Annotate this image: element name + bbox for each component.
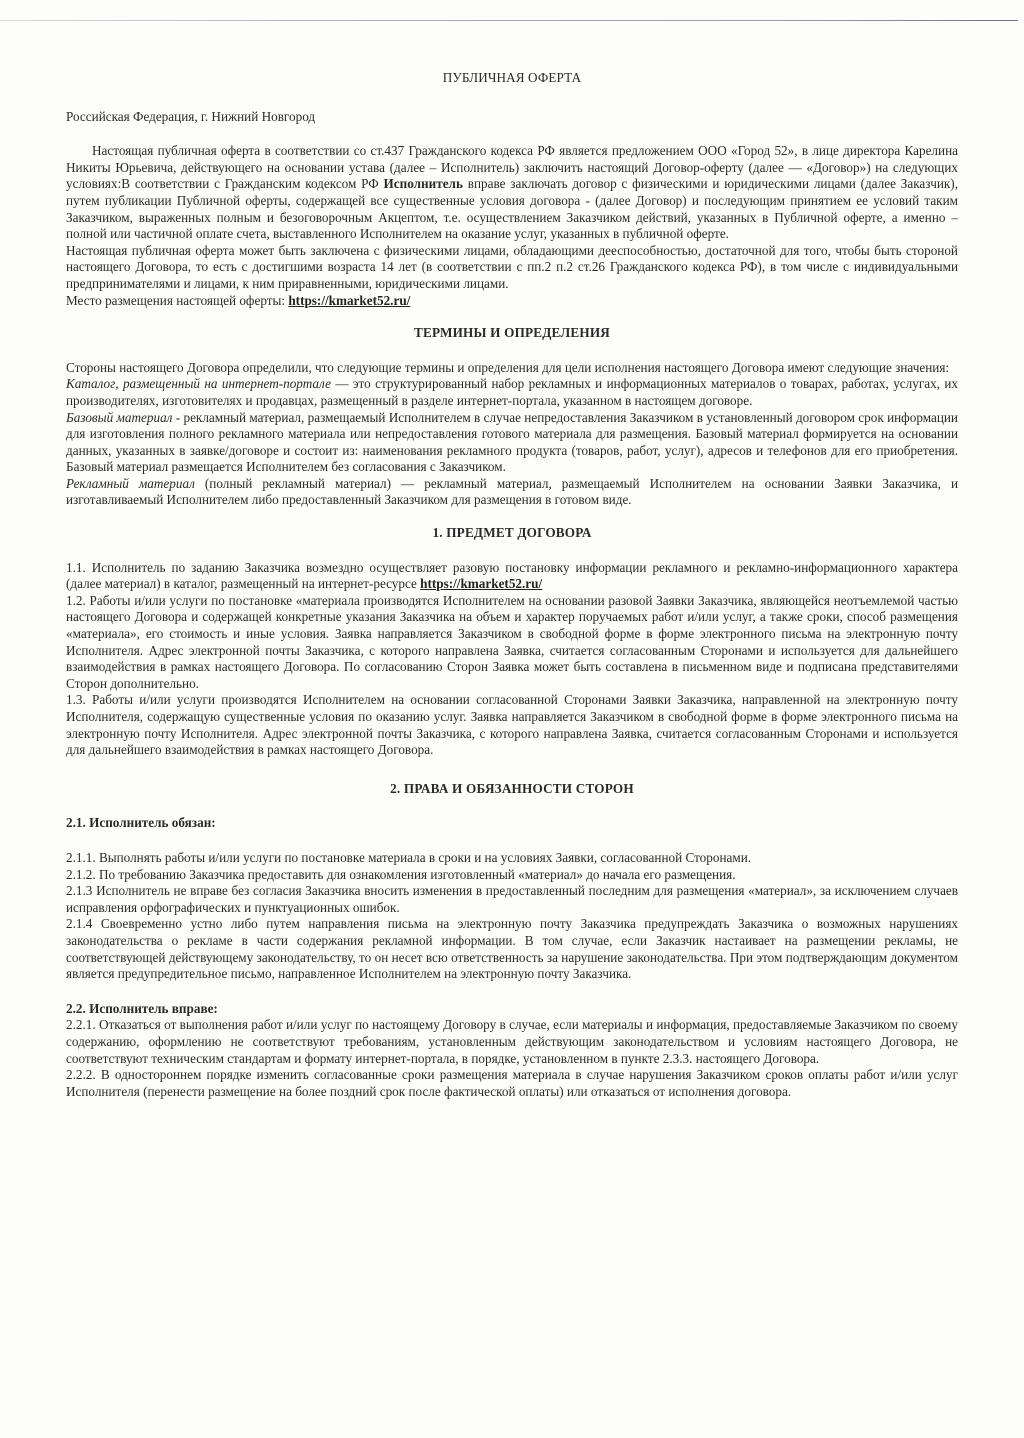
city-line: Российская Федерация, г. Нижний Новгород — [66, 108, 316, 124]
document-title: ПУБЛИЧНАЯ ОФЕРТА — [442, 70, 582, 85]
terms-heading: ТЕРМИНЫ И ОПРЕДЕЛЕНИЯ — [413, 325, 611, 341]
offer-link[interactable]: https://kmarket52.ru/ — [288, 292, 411, 308]
clause-2-1-4: 2.1.4 Своевременно устно либо путем направления письма на электронную почту Заказчика предупреждать Заказчика о возможных нарушениях законодательства о рекламе в части содержания рекламной информации. В том случае, если Заказчик настаивает на размещении рекламы, не соответствующей действующему законодательству, то он несет всю ответственность за нарушение законодательства. При этом подтверждающим документом является предупредительное письмо, направленное Исполнителем на электронную почту Заказчика. — [66, 916, 958, 982]
executor-bold: Исполнитель — [383, 176, 463, 192]
intro-paragraph-1: Настоящая публичная оферта в соответствии со ст.437 Гражданского кодекса РФ является предложением ООО «Город 52», в лице директора Карелина Никиты Юрьевича, действующего на основании устава (далее – Исполнитель) заключить настоящий Договор-оферту (далее — «Договор») на следующих условиях:В соответствии с Гражданским кодексом РФ Исполнитель вправе заключать договор с физическими и юридическими лицами (далее Заказчик), путем публикации Публичной оферты, содержащей все существенные условия договора - (далее Договор) и последующим принятием ее условий таким Заказчиком, выраженных полным и безоговорочным Акцептом, т.е. осуществлением Заказчиком действий, указанных в Публичной оферте, а именно – полной или частичной оплате счета, выставленного Исполнителем на оказание услуг, указанных в публичной оферте. — [66, 143, 958, 242]
clause-2-1-2: 2.1.2. По требованию Заказчика предоставить для ознакомления изготовленный «материал» до начала его размещения. — [66, 866, 736, 882]
clause-2-2-1: 2.2.1. Отказаться от выполнения работ и/или услуг по настоящему Договору в случае, если материалы и информация, предоставляемые Заказчиком по своему содержанию, оформлению не соответствуют требованиям, установленным действующим законодательством и условиям настоящего Договора, не соответствуют техническим стандартам и формату интернет-портала, в порядке, установленном в пункте 2.3.3. настоящего Договора. — [66, 1017, 958, 1066]
clause-1-3: 1.3. Работы и/или услуги производятся Исполнителем на основании согласованной Сторонами Заявки Заказчика, направленной на электронную почту Исполнителя, содержащую существенные условия по оказанию услуг. Заявка направляется Заказчиком в свободной форме в форме электронного письма на электронную почту Исполнителя. Адрес электронной почты Заказчика, с которого направлена Заявка, считается согласованным Сторонами и используется для дальнейшего взаимодействия в рамках настоящего Договора. — [66, 692, 958, 758]
clause-1-1: 1.1. Исполнитель по заданию Заказчика возмездно осуществляет разовую постановку информации рекламного и рекламно-информационного характера (далее материал) в каталог, размещенный на интернет-ресурсе https://kmarket52.ru/ — [66, 559, 958, 592]
clause-2-1-1: 2.1.1. Выполнять работы и/или услуги по постановке материала в сроки и на условиях Заявки, согласованной Сторонами. — [66, 849, 752, 865]
document-page — [66, 70, 958, 1100]
term-base-material: Базовый материал - рекламный материал, размещаемый Исполнителем в случае непредоставления Заказчиком в установленный договором срок информации для изготовления полного рекламного материала или непредоставления готового материала для размещения. Базовый материал формируется на основании данных, указанных в заявке/договоре и состоит из: наименования рекламного продукта (товаров, работ, услуг), адресов и телефонов для его приобретения. Базовый материал размещается Исполнителем без согласования с Заказчиком. — [66, 409, 958, 475]
scan-edge-line — [0, 20, 1018, 21]
section-1-heading: 1. ПРЕДМЕТ ДОГОВОРА — [432, 525, 592, 541]
intro-paragraph-2: Настоящая публичная оферта может быть заключена с физическими лицами, обладающими дееспособностью, достаточной для того, чтобы быть стороной настоящего Договора, то есть с достигшими возраста 14 лет (в соответствии с пп.2 п.2 ст.26 Гражданского кодекса РФ), в том числе с индивидуальными предпринимателями и лицами, к ним приравненными, юридическими лицами. — [66, 242, 958, 291]
term-catalog: Каталог, размещенный на интернет-портале — это структурированный набор рекламных и информационных материалов о товарах, работах, услугах, их производителях, изготовителях и продавцах, размещенный в разделе интернет-портала, указанном в настоящем договоре. — [66, 376, 959, 408]
resource-link[interactable]: https://kmarket52.ru/ — [420, 576, 543, 592]
term-ad-material: Рекламный материал (полный рекламный материал) — рекламный материал, размещаемый Исполнителем на основании Заявки Заказчика, и изготавливаемый Исполнителем либо предоставленный Заказчиком для размещения в готовом виде. — [66, 475, 959, 508]
section-2-heading: 2. ПРАВА И ОБЯЗАННОСТИ СТОРОН — [390, 780, 634, 796]
terms-intro: Стороны настоящего Договора определили, что следующие термины и определения для цели исполнения настоящего Договора имеют следующие значения: — [66, 359, 950, 375]
clause-1-2: 1.2. Работы и/или услуги по постановке «материала производятся Исполнителем на основании разовой Заявки Заказчика, являющейся неотъемлемой частью настоящего Договора и содержащей конкретные указания Заказчика на объем и характер поручаемых работ и/или услуг, а также сроки, способ размещения «материала», его стоимость и иные условия. Заявка направляется Заказчиком в свободной форме в форме электронного письма на электронную почту Исполнителя. Адрес электронной почты Заказчика, с которого направлена Заявка, считается согласованным Сторонами и используется для дальнейшего взаимодействия в рамках настоящего Договора. По согласованию Сторон Заявка может быть составлена в письменном виде и подписана представителями Сторон дополнительно. — [66, 592, 958, 691]
clause-2-1-3: 2.1.3 Исполнитель не вправе без согласия Заказчика вносить изменения в предоставленный последним для размещения «материал», за исключением случаев исправления орфографических и пунктуационных ошибок. — [66, 883, 958, 915]
offer-location: Место размещения настоящей оферты: https://kmarket52.ru/ — [66, 292, 411, 308]
subsection-2-1-heading: 2.1. Исполнитель обязан: — [66, 815, 216, 831]
subsection-2-2-heading: 2.2. Исполнитель вправе: — [66, 1000, 218, 1016]
clause-2-2-2: 2.2.2. В одностороннем порядке изменить согласованные сроки размещения материала в случае нарушения Заказчиком сроков оплаты работ и/или услуг Исполнителя (перенести размещение на более поздний срок после фактической оплаты) или отказаться от исполнения договора. — [66, 1067, 958, 1099]
